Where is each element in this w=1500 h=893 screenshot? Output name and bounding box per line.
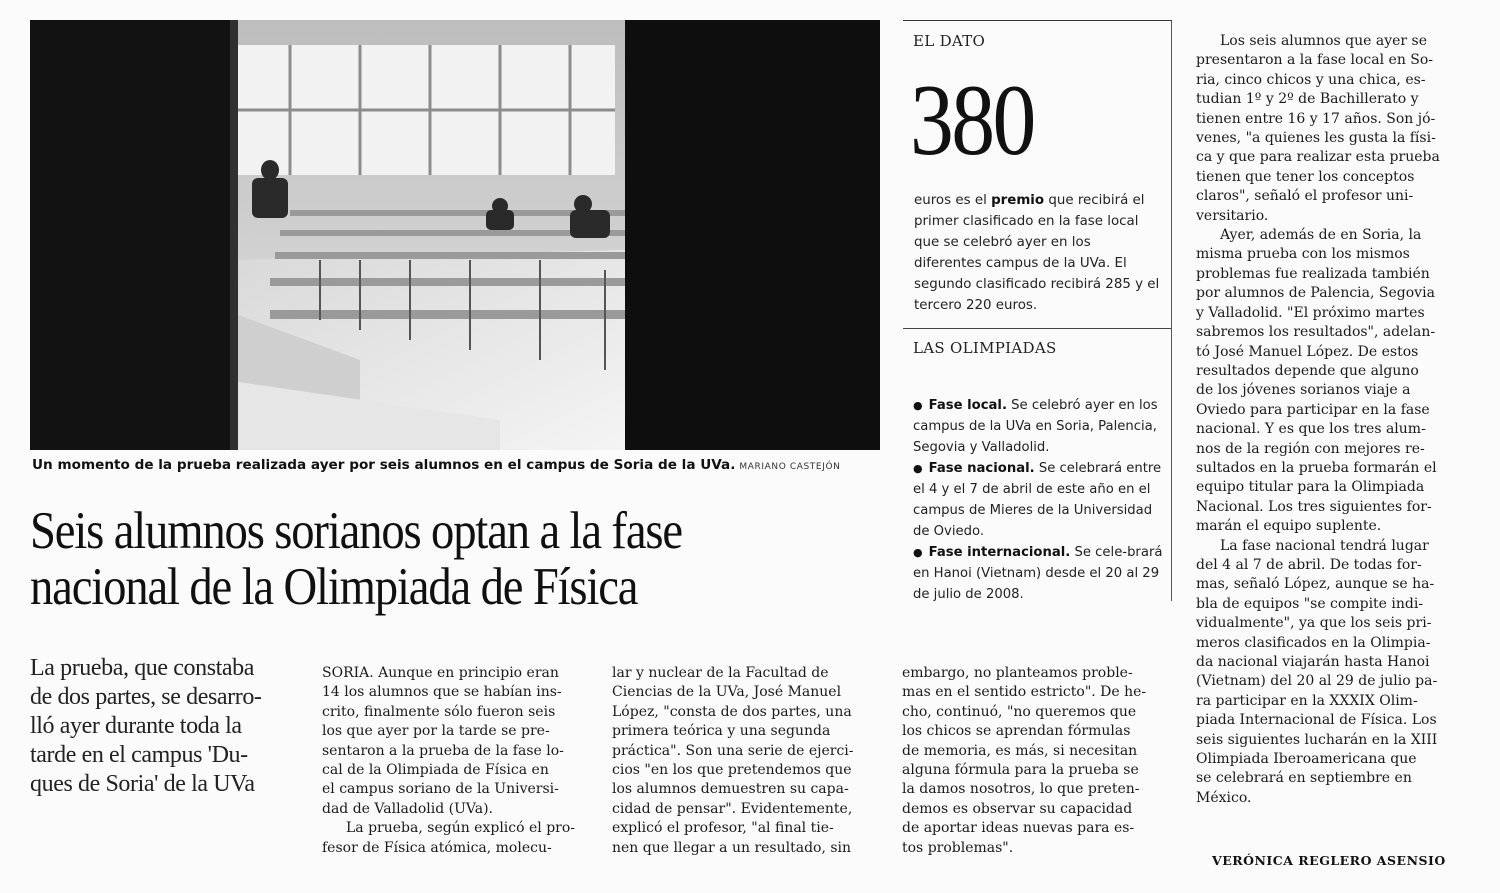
item-text: Se celebró ayer en los campus de la UVa en Soria, Palencia, Segovia y Valladolid. (913, 398, 1158, 455)
text-line: crito, finalmente sólo fueron seis (322, 703, 556, 720)
bullet-icon: ● (913, 399, 923, 412)
text-line: venes, "a quienes les gusta la físi- (1196, 130, 1436, 147)
text-line: nos de la región con mejores re- (1196, 440, 1425, 457)
text-line: López, "consta de dos partes, una (612, 703, 852, 720)
body-paragraph (1196, 32, 1460, 226)
text-line: da nacional viajarán hasta Hanoi (1196, 654, 1430, 670)
text-line: equipo titular para la Olimpiada (1196, 479, 1425, 496)
body-paragraph (612, 664, 880, 858)
text-line: de aportar ideas nuevas para es- (902, 820, 1135, 837)
text-line: versitario. (1196, 207, 1269, 224)
list-item (913, 542, 1163, 605)
body-column-2 (612, 664, 880, 858)
text-line: (Vietnam) del 20 al 29 de julio pa- (1196, 673, 1438, 690)
text-line: presentaron a la fase local en So- (1196, 52, 1434, 69)
text-line: tudian 1º y 2º de Bachillerato y (1196, 91, 1419, 108)
text-line: el campus soriano de la Universi- (322, 781, 559, 798)
text-line: dad de Valladolid (UVa). (322, 800, 493, 817)
text-line: seis siguientes lucharán en la XIII (1196, 731, 1438, 748)
text-line: y Valladolid. "El próximo martes (1196, 304, 1425, 321)
body-column-3 (902, 664, 1170, 858)
text-line: tienen que tener los conceptos (1196, 168, 1415, 185)
item-title: Fase internacional. (928, 545, 1071, 560)
dato-text (914, 190, 1162, 316)
body-column-4 (1196, 32, 1460, 808)
headline-line-1: Seis alumnos sorianos optan a la fase (30, 502, 682, 560)
text-line: de memoria, es más, si necesitan (902, 742, 1138, 759)
text-line: explicó el profesor, "al final tie- (612, 820, 834, 837)
caption-text: Un momento de la prueba realizada ayer por seis alumnos en el campus de Soria de la UVa. (32, 457, 736, 473)
text-line: Ciencias de la UVa, José Manuel (612, 684, 842, 701)
list-item (913, 458, 1163, 542)
body-paragraph (1196, 226, 1460, 537)
dato-text-bold: premio (991, 193, 1045, 208)
body-column-1 (322, 664, 594, 858)
text-line: ria, cinco chicos y una chica, es- (1196, 71, 1426, 88)
text-line: Los seis alumnos que ayer se (1220, 33, 1428, 49)
text-line: La prueba, según explicó el pro- (346, 820, 576, 837)
text-line: marán el equipo suplente. (1196, 518, 1382, 535)
text-line: tos problemas". (902, 839, 1014, 856)
text-line: cios "en los que pretendemos que (612, 762, 852, 779)
dato-text-pre: euros es el (914, 193, 992, 208)
text-line: ra participar en la XXXIX Olim- (1196, 692, 1418, 709)
text-line: La fase nacional tendrá lugar (1220, 537, 1429, 554)
body-paragraph (322, 819, 594, 858)
text-line: nen que llegar a un resultado, sin (612, 839, 852, 856)
text-line: demos es observar su capacidad (902, 800, 1133, 817)
olimpiadas-label: LAS OLIMPIADAS (913, 339, 1057, 357)
olimpiadas-list (913, 395, 1163, 605)
text-line: mas en el sentido estricto". De he- (902, 684, 1147, 701)
text-line: Nacional. Los tres siguientes for- (1196, 498, 1432, 515)
body-paragraph (902, 664, 1170, 858)
text-line: de los jóvenes sorianos viaje a (1196, 382, 1411, 399)
bullet-icon: ● (913, 462, 923, 475)
text-line: tó José Manuel López. De estos (1196, 343, 1419, 360)
headline-line-2: nacional de la Olimpiada de Física (30, 558, 638, 616)
text-line: sabremos los resultados", adelan- (1196, 324, 1436, 341)
lead-paragraph (30, 654, 290, 799)
item-text: Se cele-brará en Hanoi (Vietnam) desde el 20 al 29 de julio de 2008. (913, 545, 1163, 602)
lead-line: ques de Soria' de la UVa (30, 771, 255, 797)
text-line: piada Internacional de Física. Los (1196, 712, 1437, 729)
lead-line: tarde en el campus 'Du- (30, 742, 248, 768)
item-title: Fase nacional. (928, 461, 1035, 476)
text-line: bla de equipos "se compite indi- (1196, 595, 1424, 612)
sidebar-divider (903, 328, 1171, 329)
text-line: cho, continuó, "no queremos que (902, 703, 1137, 720)
text-line: Olimpiada Iberoamericana que (1196, 751, 1417, 768)
text-line: sentaron a la prueba de la fase lo- (322, 742, 564, 759)
text-line: meros clasificados en la Olimpia- (1196, 634, 1431, 651)
item-text: Se celebrará entre el 4 y el 7 de abril de este año en el campus de Mieres de la Universidad de Oviedo. (913, 461, 1162, 539)
text-line: resultados depende que alguno (1196, 362, 1419, 379)
text-line: lar y nuclear de la Facultad de (612, 665, 829, 681)
lead-line: La prueba, que constaba (30, 655, 255, 681)
text-line: problemas fue realizada también (1196, 265, 1430, 282)
text-line: alguna fórmula para la prueba se (902, 762, 1139, 779)
photo-credit: MARIANO CASTEJÓN (739, 462, 841, 472)
text-line: los alumnos demuestren su capa- (612, 781, 849, 798)
item-title: Fase local. (928, 398, 1007, 413)
list-item (913, 395, 1163, 458)
text-line: México. (1196, 789, 1252, 806)
text-line: misma prueba con los mismos (1196, 246, 1410, 263)
lead-line: de dos partes, se desarro- (30, 684, 262, 710)
text-line: tienen entre 16 y 17 años. Son jó- (1196, 110, 1436, 127)
text-line: sultados en la prueba formarán el (1196, 459, 1437, 476)
text-line: claros", señaló el profesor uni- (1196, 188, 1414, 205)
text-line: SORIA. Aunque en principio eran (322, 665, 559, 681)
text-line: se celebrará en septiembre en (1196, 770, 1412, 787)
text-line: embargo, no planteamos proble- (902, 665, 1133, 681)
text-line: cidad de pensar". Evidentemente, (612, 800, 853, 817)
text-line: práctica". Son una serie de ejerci- (612, 742, 854, 759)
text-line: por alumnos de Palencia, Segovia (1196, 285, 1435, 302)
text-line: nacional. Y es que los tres alum- (1196, 421, 1426, 438)
text-line: la damos nosotros, lo que preten- (902, 781, 1140, 798)
text-line: mas, señaló López, aunque se ha- (1196, 576, 1435, 593)
bullet-icon: ● (913, 546, 923, 559)
text-line: cal de la Olimpiada de Física en (322, 762, 549, 779)
classroom-photo-illustration (30, 20, 880, 450)
body-paragraph (1196, 537, 1460, 809)
byline: VERÓNICA REGLERO ASENSIO (1212, 853, 1446, 868)
text-line: Oviedo para participar en la fase (1196, 401, 1430, 418)
text-line: vidualmente", ya que los seis pri- (1196, 615, 1432, 632)
text-line: primera teórica y una segunda (612, 723, 831, 740)
dato-number: 380 (910, 64, 1034, 177)
article-photo (30, 20, 880, 450)
text-line: ca y que para realizar esta prueba (1196, 149, 1440, 166)
lead-line: lló ayer durante toda la (30, 713, 242, 739)
text-line: Ayer, además de en Soria, la (1220, 227, 1422, 244)
dato-label: EL DATO (913, 32, 986, 50)
dato-text-post: que recibirá el primer clasificado en la fase local que se celebró ayer en los diferentes campus de la UVa. El segundo clasificado recibirá 285 y el tercero 220 euros. (914, 193, 1160, 313)
text-line: 14 los alumnos que se habían ins- (322, 684, 562, 701)
text-line: los que ayer por la tarde se pre- (322, 723, 550, 740)
body-paragraph (322, 664, 594, 819)
photo-caption (32, 457, 892, 473)
headline (30, 503, 901, 615)
text-line: los chicos se aprendan fórmulas (902, 723, 1131, 740)
text-line: del 4 al 7 de abril. De todas for- (1196, 556, 1422, 573)
text-line: fesor de Física atómica, molecu- (322, 839, 552, 856)
